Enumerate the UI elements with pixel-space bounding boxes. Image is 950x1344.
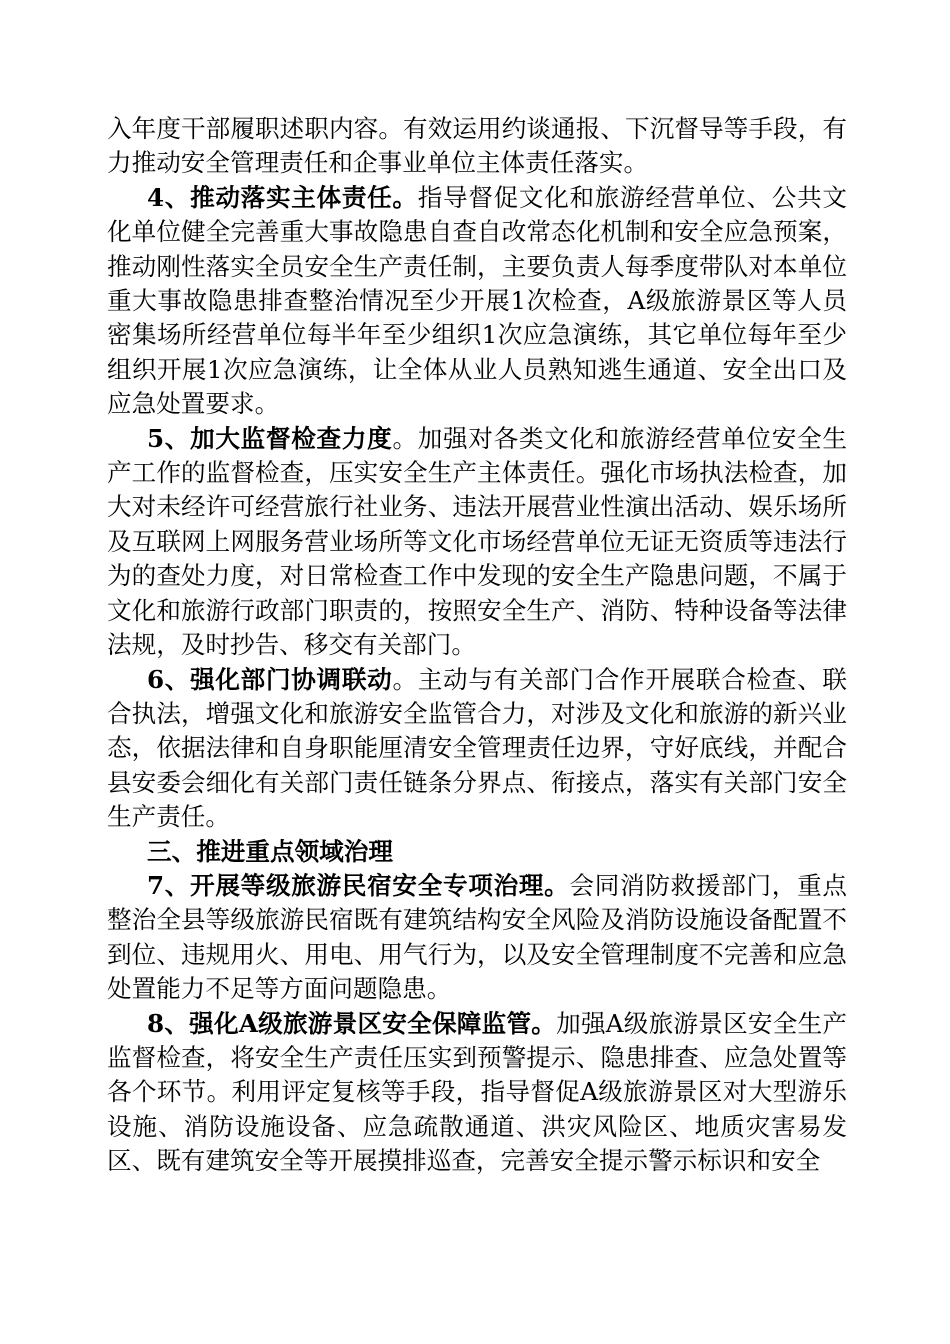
paragraph-4-body: 指导督促文化和旅游经营单位、公共文化单位健全完善重大事故隐患自查自改常态化机制和安全应急预案，推动刚性落实全员安全生产责任制，主要负责人每季度带队对本单位重大事故隐患排查整治情况至少开展1次检查，A级旅游景区等人员密集场所经营单位每半年至少组织1次应急演练，其它单位每年至少组织开展1次应急演练，让全体从业人员熟知逃生通道、安全出口及应急处置要求。 — [107, 182, 847, 419]
paragraph-8-body: 加强A级旅游景区安全生产监督检查，将安全生产责任压实到预警提示、隐患排查、应急处置等各个环节。利用评定复核等手段，指导督促A级旅游景区对大型游乐设施、消防设施设备、应急疏散通道、洪灾风险区、地质灾害易发区、既有建筑安全等开展摸排巡查，完善安全提示警示标识和安全 — [107, 1008, 847, 1176]
paragraph-6-body: 。主动与有关部门合作开展联合检查、联合执法，增强文化和旅游安全监管合力，对涉及文化和旅游的新兴业态，依据法律和自身职能厘清安全管理责任边界，守好底线，并配合县安委会细化有关部门责任链条分界点、衔接点，落实有关部门安全生产责任。 — [107, 664, 847, 832]
paragraph-5-body: 。加强对各类文化和旅游经营单位安全生产工作的监督检查，压实安全生产主体责任。强化市场执法检查，加大对未经许可经营旅行社业务、违法开展营业性演出活动、娱乐场所及互联网上网服务营业场所等文化市场经营单位无证无资质等违法行为的查处力度，对日常检查工作中发现的安全生产隐患问题，不属于文化和旅游行政部门职责的，按照安全生产、消防、特种设备等法律法规，及时抄告、移交有关部门。 — [107, 423, 847, 660]
paragraph-6-title: 6、强化部门协调联动 — [147, 664, 393, 694]
paragraph-7-body: 会同消防救援部门，重点整治全县等级旅游民宿既有建筑结构安全风险及消防设施设备配置不到位、违规用火、用电、用气行为，以及安全管理制度不完善和应急处置能力不足等方面问题隐患。 — [107, 870, 847, 1004]
paragraph-6 — [107, 663, 847, 835]
paragraph-7 — [107, 869, 847, 1007]
document-page — [107, 112, 847, 1179]
paragraph-4 — [107, 181, 847, 422]
paragraph-4-title: 4、推动落实主体责任。 — [147, 182, 418, 212]
paragraph-8-title: 8、强化A级旅游景区安全保障监管。 — [147, 1008, 557, 1038]
paragraph-7-title: 7、开展等级旅游民宿安全专项治理。 — [147, 870, 570, 900]
paragraph-continuation: 入年度干部履职述职内容。有效运用约谈通报、下沉督导等手段，有力推动安全管理责任和企事业单位主体责任落实。 — [107, 114, 847, 178]
paragraph-5 — [107, 422, 847, 663]
paragraph-5-title: 5、加大监督检查力度 — [147, 423, 393, 453]
section-heading-3: 三、推进重点领域治理 — [147, 836, 393, 866]
paragraph-8 — [107, 1007, 847, 1179]
